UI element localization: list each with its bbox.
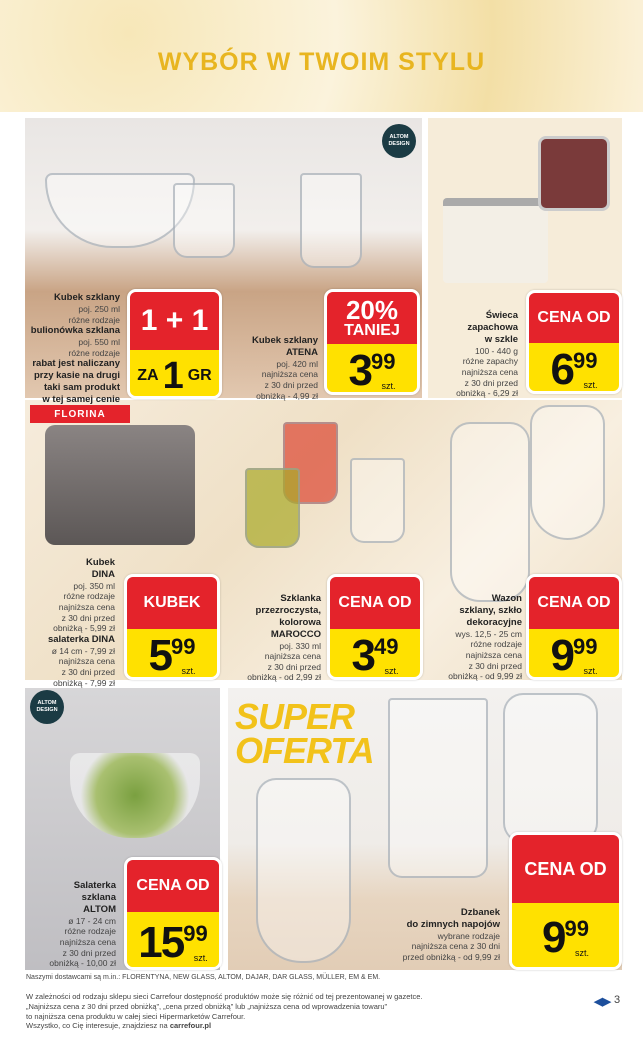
price-unit: szt. [583, 380, 598, 390]
product-name-line: rabat jest naliczany [32, 358, 120, 370]
product-description [31, 292, 120, 406]
jug-2-image [388, 698, 488, 878]
product-name-line: do zimnych napojów [406, 918, 500, 930]
product-detail-line: poj. 250 ml [78, 303, 120, 314]
product-name-line: ALTOM [83, 903, 116, 915]
florina-logo: FLORINA [30, 405, 130, 423]
price-unit: szt. [193, 952, 208, 963]
price [550, 345, 598, 394]
product-detail-line: ø 17 - 24 cm [68, 915, 116, 926]
product-name-line: przy kasie na drugi [33, 370, 120, 382]
jug-3-image [503, 693, 598, 843]
product-name-line: Dzbanek [460, 907, 500, 918]
product-detail-line: najniższa cena [264, 651, 321, 662]
product-detail-line: poj. 330 ml [279, 640, 321, 651]
carrefour-logo-icon: ◀▶ [594, 996, 611, 1008]
product-detail-line: najniższa cena [461, 366, 518, 377]
product-name-line: dekoracyjne [466, 616, 522, 628]
product-detail-line: z 30 dni przed [267, 661, 321, 672]
product-detail-line: najniższa cena [465, 649, 522, 660]
product-name-line: Salaterka [73, 880, 116, 891]
product-description [247, 593, 321, 683]
price [148, 631, 196, 680]
product-detail-line: obniżką - od 9,99 zł [448, 671, 522, 682]
product-detail-line: przed obniżką - od 9,99 zł [402, 952, 500, 962]
product-name-line: zapachowa [467, 321, 518, 333]
product-detail-line: poj. 420 ml [276, 358, 318, 369]
page-title: WYBÓR W TWOIM STYLU [157, 48, 486, 76]
product-detail-line: najniższa cena [59, 936, 116, 947]
vase-tall-image [450, 422, 530, 602]
product-name-line: MAROCCO [270, 628, 321, 640]
badge-szklanka-price: CENA OD 3 49 szt. [327, 574, 423, 680]
page-number: 3 [614, 994, 621, 1006]
price-decimal: 99 [183, 920, 208, 946]
product-detail-line: z 30 dni przed [61, 667, 115, 677]
badge-1plus1: 1 + 1 ZA 1 GR [127, 289, 222, 399]
price-integer: 5 [148, 631, 171, 680]
product-description [403, 907, 500, 963]
candle-jar-image [538, 136, 610, 211]
product-name-line: szklana [81, 891, 116, 903]
product-detail-line: różne zapachy [462, 356, 518, 367]
product-detail-line: 100 - 440 g [474, 345, 518, 356]
product-detail-line: najniższa cena [58, 656, 115, 667]
candle-image [443, 198, 548, 283]
jug-1-image [256, 778, 351, 963]
product-name-line: Świeca [485, 310, 518, 321]
product-name-line: Kubek szklany [252, 335, 318, 346]
badge-candle-price: CENA OD 6 99 szt. [526, 290, 622, 394]
product-detail-line: różne rodzaje [63, 591, 115, 602]
product-name-line: taki sam produkt [43, 382, 120, 393]
mug-image [173, 183, 235, 258]
price-unit: szt. [181, 666, 196, 676]
product-name-line: Szklanka [280, 593, 321, 604]
product-name-line: Kubek [85, 557, 115, 568]
carrefour-link[interactable]: carrefour.pl [169, 1021, 212, 1031]
product-detail-line: z 30 dni przed [62, 947, 116, 958]
price-decimal: 49 [374, 634, 399, 659]
badge-salaterka-price: CENA OD 15 99 szt. [124, 857, 222, 970]
product-detail-line: z 30 dni przed [264, 380, 318, 390]
price-integer: 9 [550, 631, 573, 680]
altom-logo: ALTOM DESIGN [30, 690, 64, 724]
price [351, 631, 399, 680]
badge-wazon-price: CENA OD 9 99 szt. [526, 574, 622, 680]
product-detail-line: ø 14 cm - 7,99 zł [51, 645, 115, 656]
product-detail-line: obniżką - 7,99 zł [53, 677, 115, 688]
product-detail-line: obniżką - od 2,99 zł [247, 672, 321, 683]
price-integer: 3 [348, 346, 371, 395]
product-description [252, 335, 318, 401]
price-integer: 6 [550, 345, 573, 394]
price [550, 631, 598, 680]
price-decimal: 99 [564, 916, 589, 941]
product-detail-line: różne rodzaje [470, 639, 522, 650]
product-name-line: Kubek szklany [54, 292, 120, 303]
super-oferta-label: SUPER OFERTA [235, 696, 374, 772]
badge-dzbanek-price: CENA OD 9 99 szt. [509, 832, 622, 970]
product-detail-line: różne rodzaje [64, 926, 116, 937]
price-integer: 9 [542, 913, 565, 962]
price [348, 346, 396, 395]
suppliers-note: Naszymi dostawcami są m.in.: FLORENTYNA, NEW GLASS, ALTOM, DAJAR, DAR GLASS, MÜLLER, EM & EM. [26, 974, 381, 981]
product-detail-line: z 30 dni przed [464, 377, 518, 388]
product-detail-line: wys. 12,5 - 25 cm [455, 628, 522, 639]
price-decimal: 99 [573, 634, 598, 659]
product-description [448, 593, 522, 682]
product-detail-line: poj. 550 ml [78, 337, 120, 347]
product-detail-line: różne rodzaje [68, 314, 120, 325]
product-detail-line: obniżką - 6,29 zł [456, 388, 518, 399]
product-detail-line: różne rodzaje [68, 347, 120, 358]
product-detail-line: wybrane rodzaje [437, 930, 500, 941]
product-detail-line: obniżką - 10,00 zł [49, 958, 116, 969]
clear-glass-image [350, 458, 405, 543]
product-detail-line: poj. 350 ml [73, 580, 115, 591]
product-name-line: w tej samej cenie [42, 393, 120, 405]
product-name-line: w szkle [484, 333, 518, 345]
product-detail-line: z 30 dni przed [468, 660, 522, 671]
salad-bowl-image [70, 753, 200, 838]
product-name-line: salaterka DINA [47, 633, 115, 645]
mugs-stack-image [45, 425, 195, 545]
vase-round-image [530, 405, 605, 540]
product-description [48, 557, 115, 688]
price-unit: szt. [384, 666, 399, 676]
product-description [456, 310, 518, 399]
mug-atena-image [300, 173, 362, 268]
price-unit: szt. [583, 666, 598, 676]
legal-note: W zależności od rodzaju sklepu sieci Carrefour dostępność produktów może się różnić od tej prezentowanej w gazetce. „Najniższa cena z 30 dni przed obniżką”, „cena przed obniżką” lub „najniższa cena od wprowadzenia towaru” to najniższa cena produktu w całej sieci Hipermarketów Carrefour. Wszystko, co Cię interesuje, znajdziesz na carrefour.pl [26, 992, 423, 1031]
price-decimal: 99 [171, 634, 196, 659]
price-unit: szt. [574, 948, 589, 958]
price-unit: szt. [381, 381, 396, 391]
product-detail-line: obniżką - 5,99 zł [53, 623, 115, 634]
product-detail-line: najniższa cena z 30 dni [411, 941, 500, 952]
price-integer: 3 [351, 631, 374, 680]
product-name-line: bulionówka szklana [30, 325, 120, 337]
product-description [49, 880, 116, 969]
badge-20-percent: 20% TANIEJ 3 99 szt. [324, 289, 420, 395]
price-integer: 15 [138, 917, 184, 967]
product-detail-line: z 30 dni przed [61, 612, 115, 623]
product-name-line: przezroczysta, [255, 604, 321, 616]
product-name-line: szklany, szkło [459, 604, 522, 616]
price [542, 913, 589, 962]
altom-logo: ALTOM DESIGN [382, 124, 416, 158]
price-decimal: 99 [573, 348, 598, 373]
green-glass-image [245, 468, 300, 548]
product-detail-line: obniżką - 4,99 zł [256, 390, 318, 401]
product-detail-line: najniższa cena [58, 602, 115, 612]
badge-kubek-price: KUBEK 5 99 szt. [124, 574, 220, 680]
product-name-line: DINA [91, 568, 115, 580]
price-decimal: 99 [371, 349, 396, 374]
product-name-line: Wazon [491, 593, 522, 604]
product-detail-line: najniższa cena [261, 369, 318, 380]
product-name-line: kolorowa [279, 616, 321, 628]
product-name-line: ATENA [285, 346, 318, 358]
